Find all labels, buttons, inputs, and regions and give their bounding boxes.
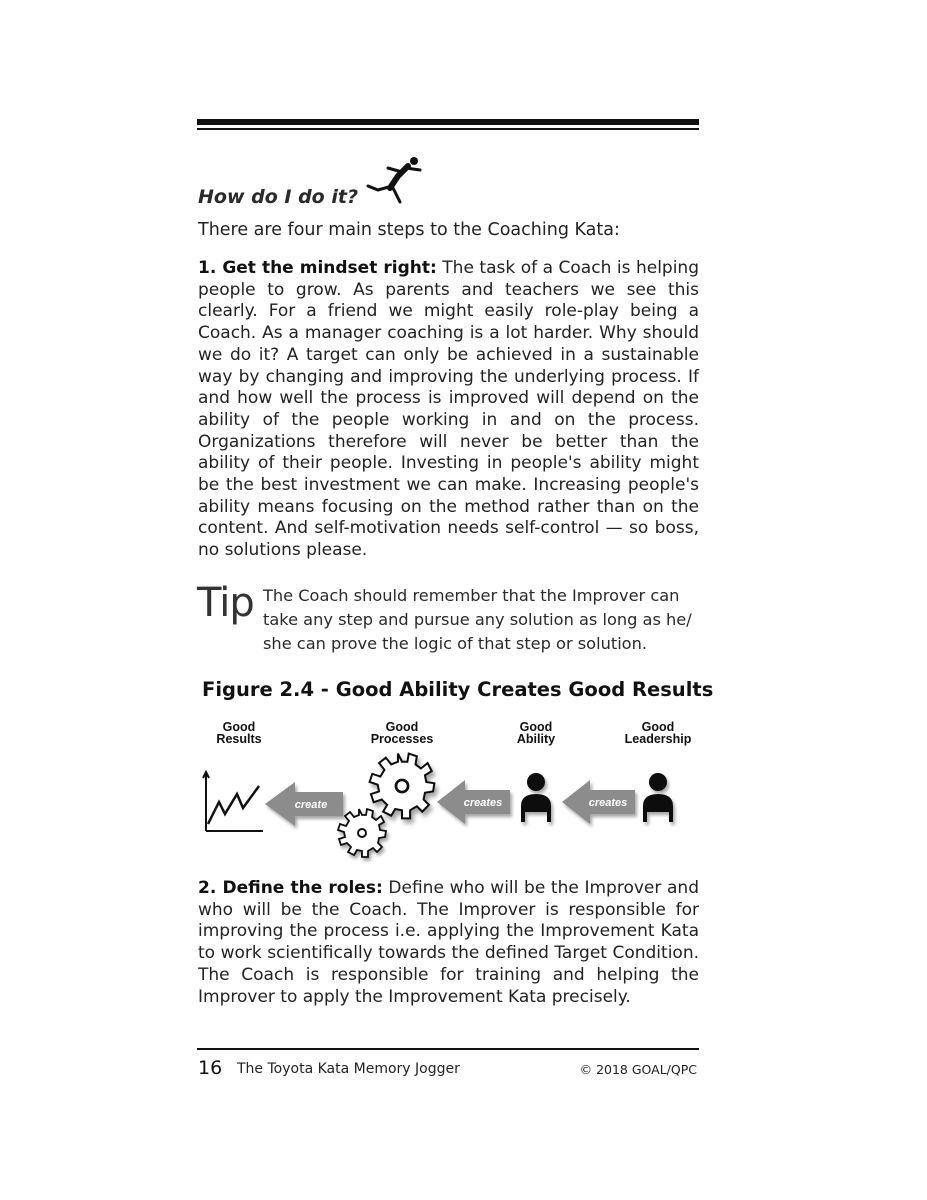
section-intro: There are four main steps to the Coaching Kata:	[198, 220, 620, 240]
section-heading: How do I do it?	[198, 186, 358, 208]
step-2-paragraph	[198, 878, 699, 1008]
header-rule-thick	[197, 119, 699, 125]
page-number: 16	[198, 1057, 223, 1079]
figure-diagram	[195, 716, 705, 866]
step-2-title: 2. Define the roles:	[198, 878, 383, 898]
line-chart-icon	[203, 772, 263, 831]
label-results-line1: Good	[222, 720, 256, 734]
gear-large-icon	[370, 754, 435, 819]
step-1-paragraph	[198, 258, 699, 562]
footer-copyright: © 2018 GOAL/QPC	[579, 1062, 697, 1077]
person-leadership-icon	[643, 773, 673, 822]
runner-icon	[362, 156, 426, 204]
header-rule-thin	[197, 128, 699, 130]
label-leadership-line2: Leadership	[624, 732, 692, 746]
step-1-text: The task of a Coach is helping people to grow. As parents and teachers we see this clearly. For a friend we might easily role-play being a Coach. As a manager coaching is a lot harder. Why should we do it? A target can only be achieved in a sustainable way by changing and improving the underlying process. If and how well the process is improved will depend on the ability of the people working in and on the process. Organizations therefore will never be better than the ability of their people. Investing in people's ability might be the best investment we can make. Increasing people's ability means focusing on the method rather than on the content. And self-motivation needs self-control — so boss, no solutions please.	[198, 258, 699, 561]
tip-label: Tip	[197, 580, 254, 626]
creates-arrow-1-label: creates	[463, 797, 503, 809]
step-1-title: 1. Get the mindset right:	[198, 258, 437, 278]
footer-rule	[197, 1048, 699, 1050]
gear-small-icon	[338, 809, 386, 857]
creates-arrow-2	[562, 780, 635, 824]
create-arrow	[265, 782, 343, 826]
label-processes-line2: Processes	[370, 732, 434, 746]
step-2-text: Define who will be the Improver and who will be the Coach. The Improver is responsible for improving the process i.e. applying the Improvement Kata to work scientifically towards the defined Target Condition. The Coach is responsible for training and helping the Improver to apply the Improvement Kata precisely.	[198, 878, 700, 1007]
tip-text: The Coach should remember that the Improver can take any step and pursue any solution as long as he/ she can prove the logic of that step or solution.	[263, 586, 692, 653]
label-ability-line1: Good	[519, 720, 553, 734]
create-arrow-label: create	[294, 799, 328, 811]
label-leadership-line1: Good	[641, 720, 675, 734]
footer-book-title: The Toyota Kata Memory Jogger	[237, 1061, 460, 1077]
label-processes-line1: Good	[385, 720, 419, 734]
figure-title: Figure 2.4 - Good Ability Creates Good Results	[202, 678, 714, 701]
label-results-line2: Results	[216, 732, 262, 746]
creates-arrow-2-label: creates	[588, 797, 628, 809]
person-ability-icon	[521, 773, 551, 822]
label-ability-line2: Ability	[516, 732, 556, 746]
creates-arrow-1	[437, 780, 510, 824]
